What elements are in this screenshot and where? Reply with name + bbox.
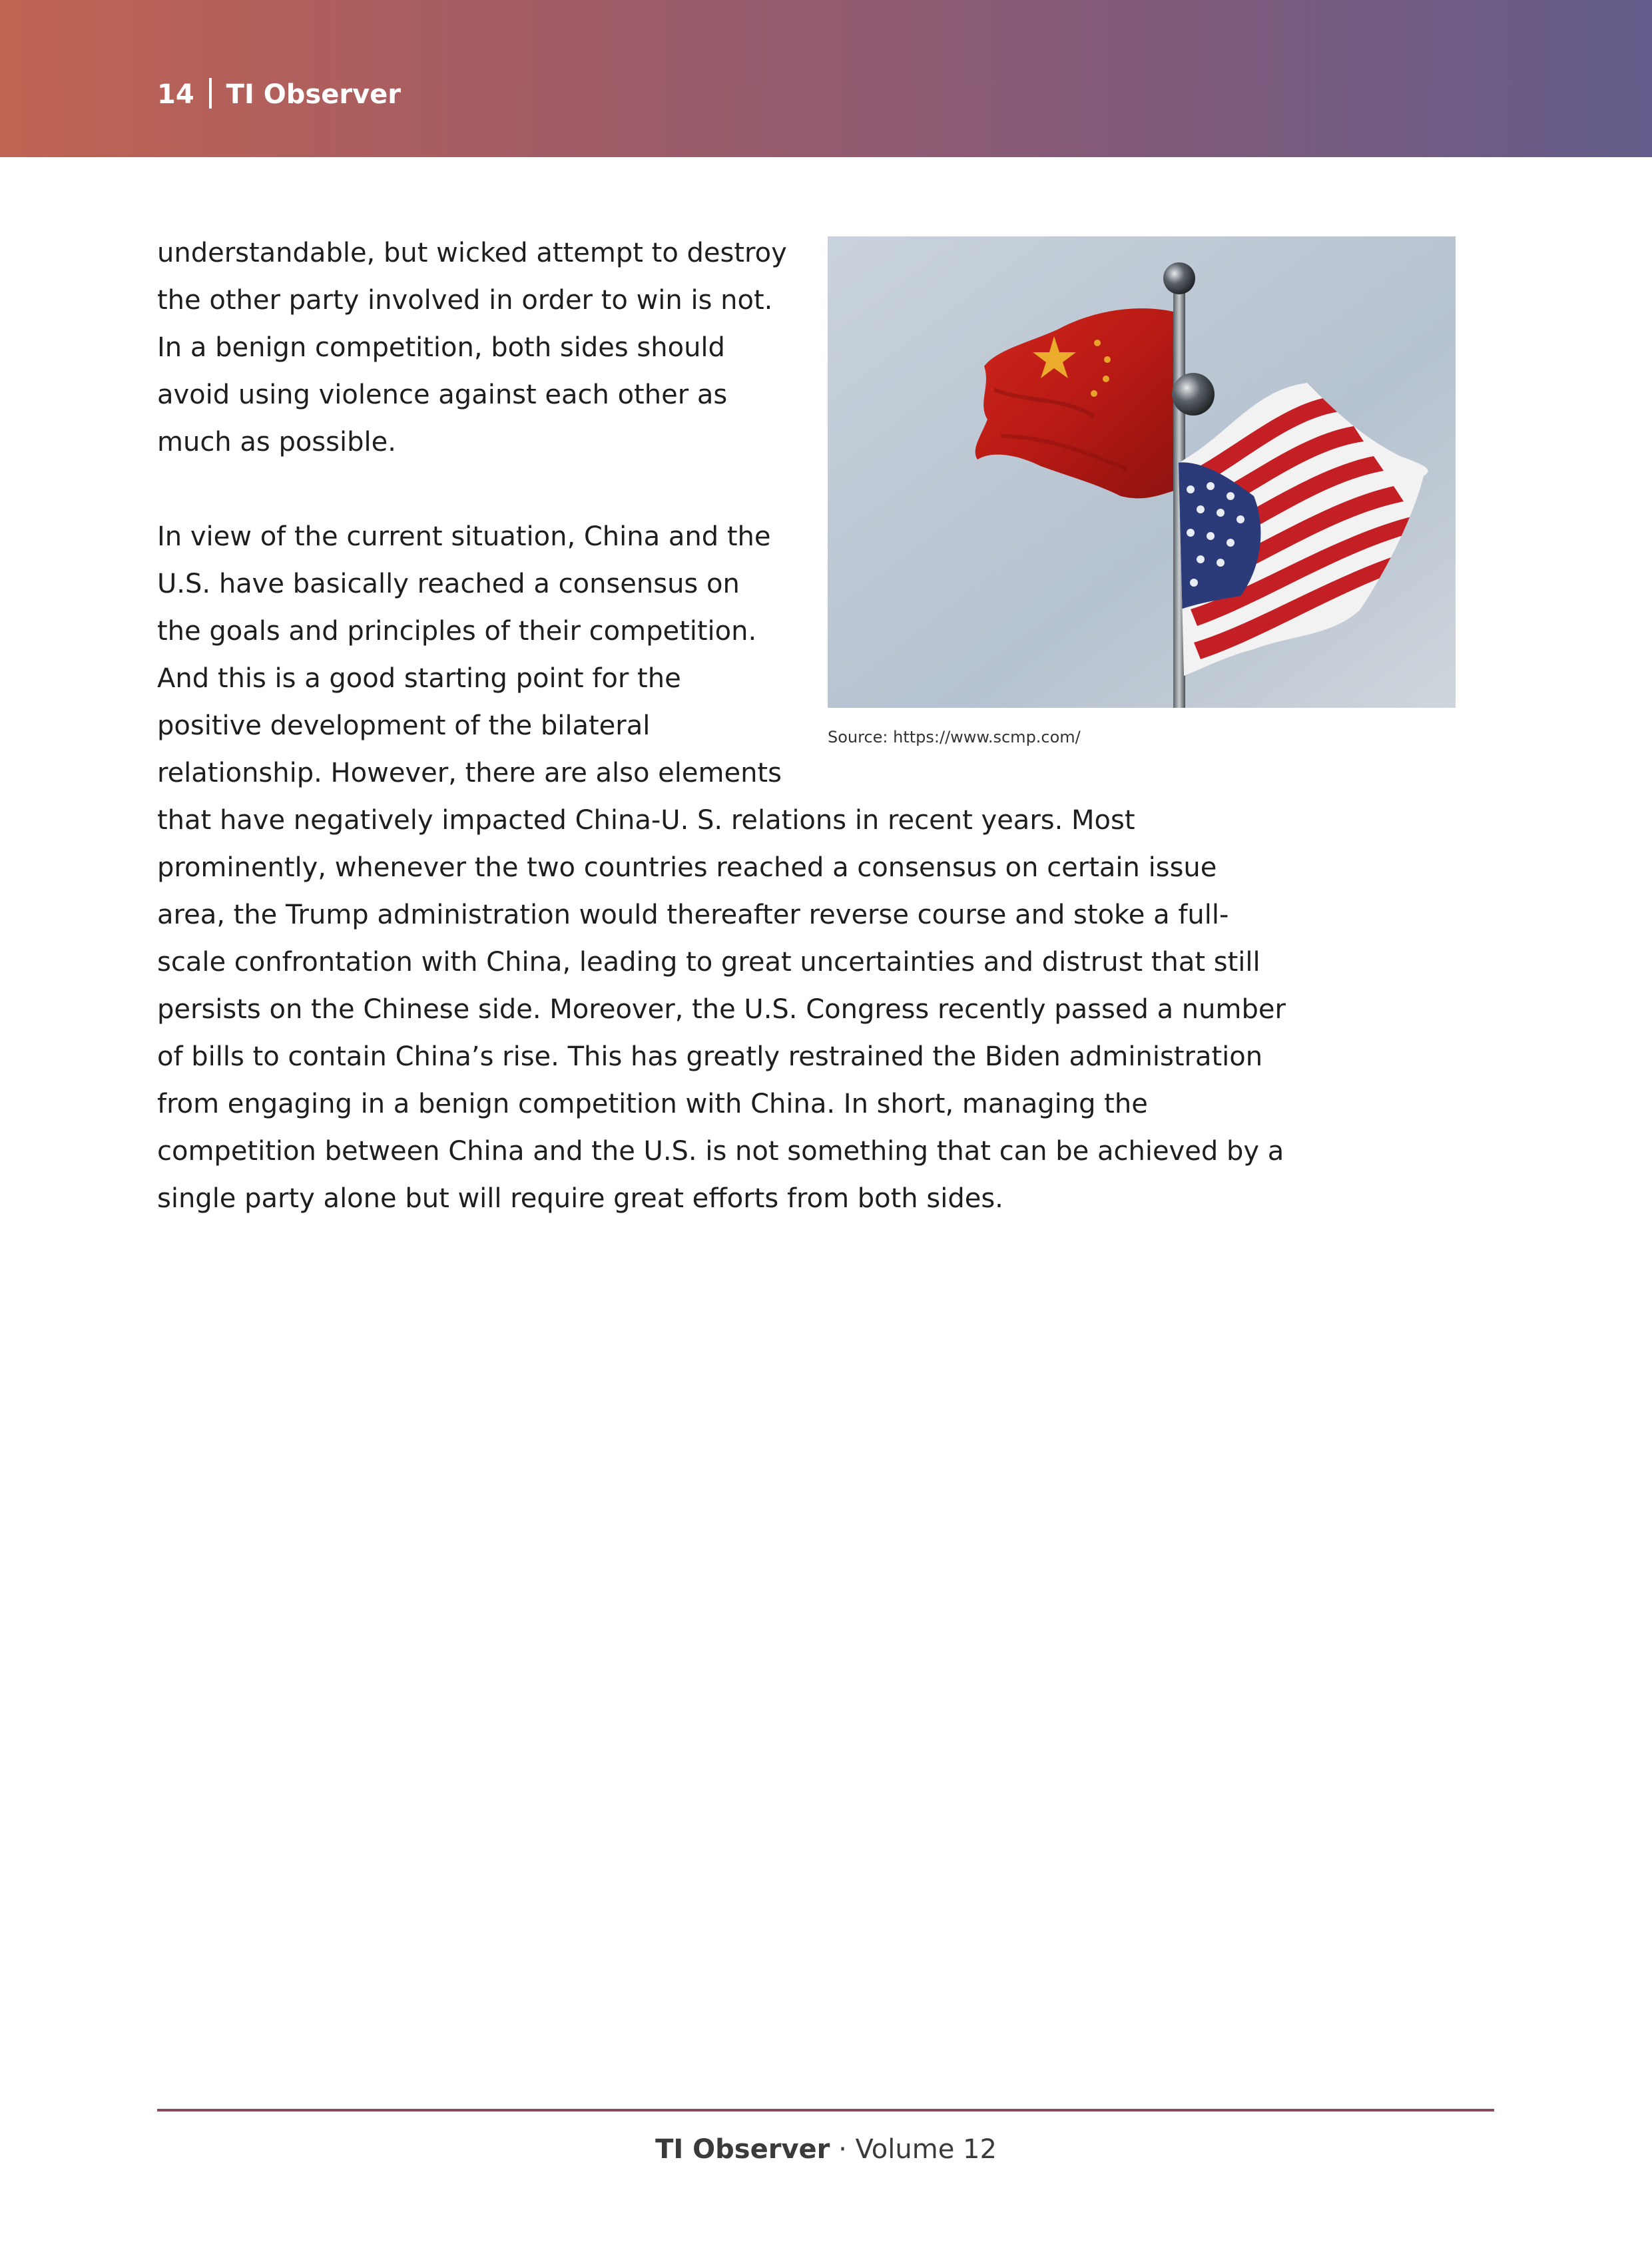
running-header	[157, 75, 401, 115]
footer-rule	[157, 2109, 1494, 2111]
paragraph-1: understandable, but wicked attempt to destroy the other party involved in order to win is not. In a benign competition, both sides should avoid using violence against each other as much as possible.	[157, 238, 787, 457]
footer	[0, 2129, 1652, 2169]
figure	[828, 236, 1456, 749]
publication-title: TI Observer	[226, 79, 401, 110]
paragraph-2: In view of the current situation, China and the U.S. have basically reached a consensus on the goals and principles of their competition. And this is a good starting point for the positive development of the bilateral relationship. However, there are also elements that have negatively impacted China-U. S. relations in recent years. Most prominently, whenever the two countries reached a consensus on certain issue area, the Trump administration would thereafter reverse course and stoke a full-scale confrontation with China, leading to great uncertainties and distrust that still persists on the Chinese side. Moreover, the U.S. Congress recently passed a number of bills to contain China’s rise. This has greatly restrained the Biden administration from engaging in a benign competition with China. In short, managing the competition between China and the U.S. is not something that can be achieved by a single party alone but will require great efforts from both sides.	[157, 521, 1286, 1214]
page-number: 14	[157, 79, 194, 110]
flags-photo	[828, 236, 1456, 708]
footer-separator: ·	[838, 2134, 847, 2165]
article-body	[157, 230, 1289, 1270]
figure-caption: Source: https://www.scmp.com/	[828, 728, 1081, 746]
footer-volume: Volume 12	[855, 2134, 997, 2165]
header-separator	[209, 78, 212, 109]
footer-title: TI Observer	[655, 2134, 830, 2165]
